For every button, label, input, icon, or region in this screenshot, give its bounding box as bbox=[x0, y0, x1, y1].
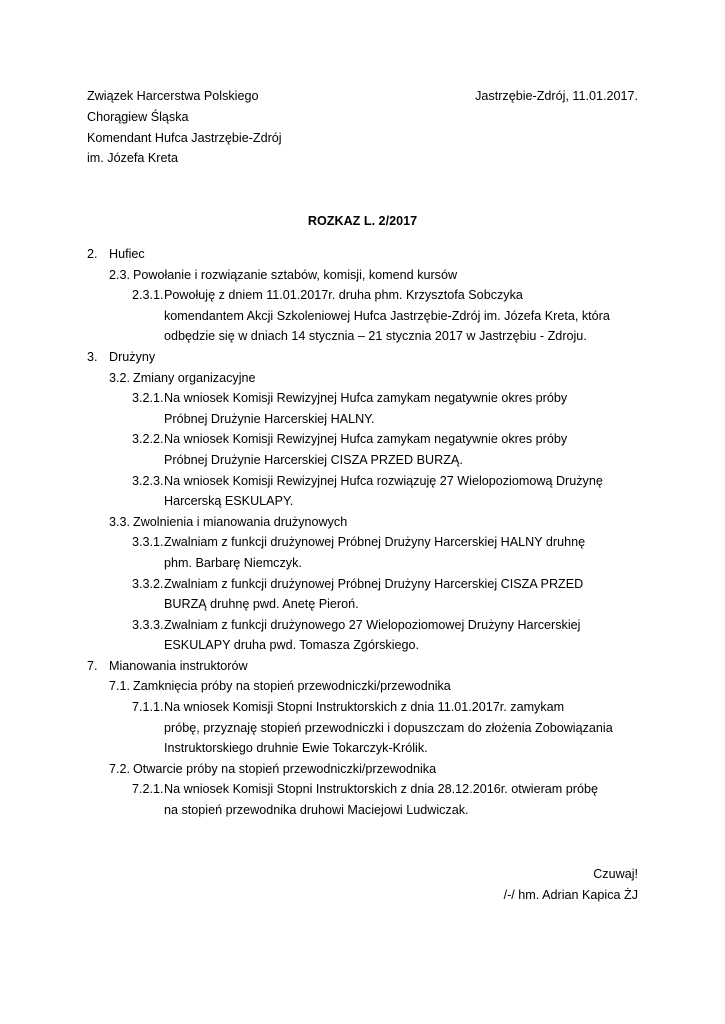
item-text-line: Na wniosek Komisji Rewizyjnej Hufca zamykam negatywnie okres próby bbox=[164, 391, 568, 406]
item-text-line: Na wniosek Komisji Stopni Instruktorskich z dnia 11.01.2017r. zamykam bbox=[164, 700, 565, 715]
org-line: Chorągiew Śląska bbox=[87, 109, 189, 124]
item-number: 3.3.3. bbox=[132, 617, 164, 632]
subsection-label: Zamknięcia próby na stopień przewodniczki/przewodnika bbox=[133, 679, 451, 694]
section-label: Mianowania instruktorów bbox=[109, 658, 248, 673]
item-text-line: ESKULAPY druha pwd. Tomasza Zgórskiego. bbox=[164, 638, 420, 653]
subsection-label: Zmiany organizacyjne bbox=[133, 370, 256, 385]
subsection-label: Powołanie i rozwiązanie sztabów, komisji, komend kursów bbox=[133, 267, 458, 282]
order-item bbox=[87, 285, 639, 347]
item-text-line: Próbnej Drużynie Harcerskiej HALNY. bbox=[164, 411, 375, 426]
order-item bbox=[87, 532, 639, 573]
order-item bbox=[87, 697, 639, 759]
section-number: 2. bbox=[87, 247, 98, 261]
subsection-heading bbox=[87, 676, 639, 697]
section-label: Drużyny bbox=[109, 349, 156, 364]
item-text-line: Próbnej Drużynie Harcerskiej CISZA PRZED BURZĄ. bbox=[164, 452, 463, 467]
item-text-line: Powołuję z dniem 11.01.2017r. druha phm. Krzysztofa Sobczyka bbox=[164, 288, 523, 303]
item-number: 3.2.3. bbox=[132, 473, 164, 488]
subsection-heading bbox=[87, 265, 639, 286]
item-number: 3.2.2. bbox=[132, 432, 164, 447]
order-item bbox=[87, 429, 639, 470]
subsection-number: 7.2. bbox=[109, 761, 131, 776]
order-body bbox=[87, 244, 639, 821]
section-number: 3. bbox=[87, 349, 98, 364]
order-item bbox=[87, 779, 639, 820]
item-text-line: phm. Barbarę Niemczyk. bbox=[164, 555, 302, 570]
order-item bbox=[87, 574, 639, 615]
org-line: Komendant Hufca Jastrzębie-Zdrój bbox=[87, 130, 282, 145]
subsection-label: Otwarcie próby na stopień przewodniczki/przewodnika bbox=[133, 761, 437, 776]
subsection-heading bbox=[87, 368, 639, 389]
item-text-line: Na wniosek Komisji Rewizyjnej Hufca rozwiązuję 27 Wielopoziomową Drużynę bbox=[164, 473, 603, 488]
item-number: 2.3.1. bbox=[132, 288, 164, 303]
item-text-line: BURZĄ druhnę pwd. Anetę Pieroń. bbox=[164, 597, 359, 612]
place-date: Jastrzębie-Zdrój, 11.01.2017. bbox=[475, 89, 638, 103]
item-number: 3.3.2. bbox=[132, 576, 164, 591]
document-title: ROZKAZ L. 2/2017 bbox=[307, 214, 418, 228]
item-text-line: Zwalniam z funkcji drużynowej Próbnej Drużyny Harcerskiej CISZA PRZED bbox=[164, 576, 584, 591]
greeting: Czuwaj! bbox=[593, 867, 638, 881]
subsection-number: 3.3. bbox=[109, 514, 131, 529]
item-text-line: odbędzie się w dniach 14 stycznia – 21 stycznia 2017 w Jastrzębiu - Zdroju. bbox=[164, 329, 587, 344]
subsection-heading bbox=[87, 512, 639, 533]
item-number: 3.2.1. bbox=[132, 391, 164, 406]
item-text-line: na stopień przewodnika druhowi Maciejowi Ludwiczak. bbox=[164, 803, 469, 818]
item-text-line: próbę, przyznaję stopień przewodniczki i dopuszczam do złożenia Zobowiązania bbox=[164, 720, 613, 735]
item-text-line: Zwalniam z funkcji drużynowego 27 Wielopoziomowej Drużyny Harcerskiej bbox=[164, 617, 581, 632]
org-line: Związek Harcerstwa Polskiego bbox=[87, 89, 259, 103]
item-number: 3.3.1. bbox=[132, 535, 164, 550]
item-text-line: Na wniosek Komisji Rewizyjnej Hufca zamykam negatywnie okres próby bbox=[164, 432, 568, 447]
item-text-line: Harcerską ESKULAPY. bbox=[164, 494, 294, 509]
order-item bbox=[87, 471, 639, 512]
subsection-number: 2.3. bbox=[109, 267, 131, 282]
item-text-line: Zwalniam z funkcji drużynowej Próbnej Drużyny Harcerskiej HALNY druhnę bbox=[164, 535, 586, 550]
organization-header bbox=[87, 86, 282, 169]
section-heading bbox=[87, 347, 639, 368]
signoff bbox=[504, 864, 638, 905]
order-item bbox=[87, 615, 639, 656]
section-heading bbox=[87, 656, 639, 677]
item-number: 7.1.1. bbox=[132, 700, 164, 715]
item-text-line: komendantem Akcji Szkoleniowej Hufca Jastrzębie-Zdrój im. Józefa Kreta, która bbox=[164, 308, 610, 323]
item-text-line: Na wniosek Komisji Stopni Instruktorskich z dnia 28.12.2016r. otwieram próbę bbox=[164, 782, 598, 797]
section-number: 7. bbox=[87, 658, 98, 673]
signature: /-/ hm. Adrian Kapica ŻJ bbox=[503, 887, 638, 902]
subsection-label: Zwolnienia i mianowania drużynowych bbox=[133, 514, 348, 529]
section-heading bbox=[87, 244, 639, 265]
subsection-heading bbox=[87, 759, 639, 780]
org-line: im. Józefa Kreta bbox=[87, 151, 178, 166]
subsection-number: 7.1. bbox=[109, 679, 131, 694]
order-item bbox=[87, 388, 639, 429]
subsection-number: 3.2. bbox=[109, 370, 131, 385]
item-number: 7.2.1. bbox=[132, 782, 164, 797]
section-label: Hufiec bbox=[109, 247, 145, 261]
item-text-line: Instruktorskiego druhnie Ewie Tokarczyk-Królik. bbox=[164, 741, 428, 756]
